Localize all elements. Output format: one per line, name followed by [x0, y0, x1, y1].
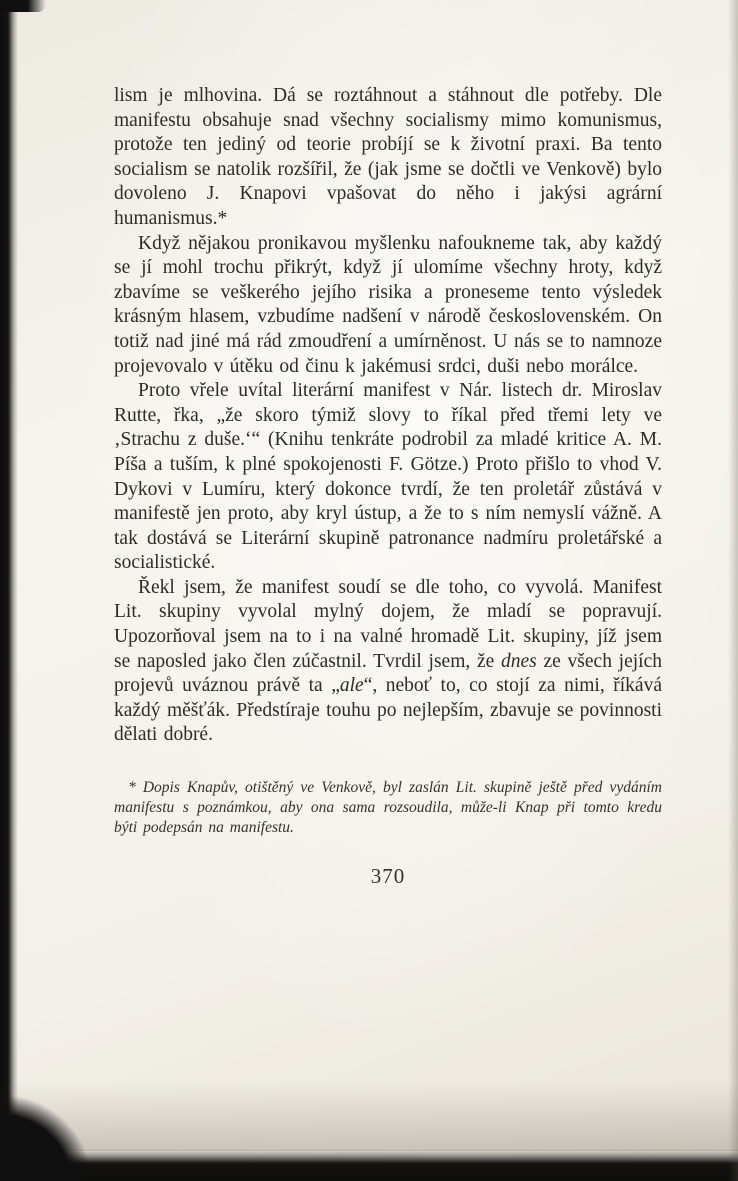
paragraph-1: lism je mlhovina. Dá se roztáhnout a stáhnout dle potřeby. Dle manifestu obsahuje snad všechny socialismy mimo komunismus, protože ten jediný od teorie probíjí se k životní praxi. Ba tento socialism se natolik rozšířil, že (jak jsme se dočtli ve Venkově) bylo dovoleno J. Knapovi vpašovat do něho i jakýsi agrární humanismus.*: [114, 85, 662, 229]
footnote: * Dopis Knapův, otištěný ve Venkově, byl zaslán Lit. skupině ještě před vydáním manifestu s poznámkou, aby ona sama rozsoudila, může-li Knap při tomto kredu býti podepsán na manifestu.: [114, 779, 662, 837]
text-block: [114, 84, 662, 889]
scan-edge-left: [0, 0, 18, 1181]
paragraph-4-text: Řekl jsem, že manifest soudí se dle toho, co vyvolá. Manifest Lit. skupiny vyvolal mylný dojem, že mladí se popravují. Upozorňoval jsem na to i na valné hromadě Lit. skupiny, jíž jsem se naposled jako člen zúčastnil. Tvrdil jsem, že: [114, 576, 662, 672]
paragraph-4: [114, 576, 662, 748]
page-number: 370: [370, 864, 406, 889]
scan-corner-top-left: [0, 0, 46, 12]
scan-shadow-bottom: [0, 1081, 738, 1151]
paragraph-3: Proto vřele uvítal literární manifest v Nár. listech dr. Miroslav Rutte, řka, „že skoro týmiž slovy to říkal před třemi lety ve ‚Strachu z duše.‘“ (Knihu tenkráte podrobil za mladé kritice A. M. Píša a tuším, k plné spokojenosti F. Götze.) Proto přišlo to vhod V. Dykovi v Lumíru, který dokonce tvrdí, že ten proletář zůstává v manifestě jen proto, aby kryl ústup, a že to s ním nemyslí vážně. A tak dostává se Literární skupině patronance nadmíru proletářské a socialistické.: [114, 380, 662, 574]
emphasis-ale: ale: [339, 675, 364, 697]
paragraph-2: Když nějakou pronikavou myšlenku nafoukneme tak, aby každý se jí mohl trochu přikrýt, když jí ulomíme všechny hroty, když zbavíme se veškerého jejího risika a proneseme tento výsledek krásným hlasem, vzbudíme nadšení v národě československém. On totiž nad jiné má rád zmoudření a umírněnost. U nás se to namnoze projevovalo v útěku od činu k jakémusi srdci, duši nebo morálce.: [114, 232, 662, 377]
scan-corner-bottom-left: [0, 1096, 90, 1181]
scan-edge-bottom: [0, 1149, 738, 1181]
paragraph-4-text: “, neboť to, co stojí za nimi, říkává každý měšťák. Předstíraje touhu po nejlepším, zbavuje se povinnosti dělati dobré.: [114, 675, 662, 746]
emphasis-dnes: dnes: [501, 650, 537, 672]
scan-edge-right: [728, 0, 738, 1181]
paragraph-4-text: ze všech jejích projevů uváznou právě ta „: [114, 650, 662, 697]
